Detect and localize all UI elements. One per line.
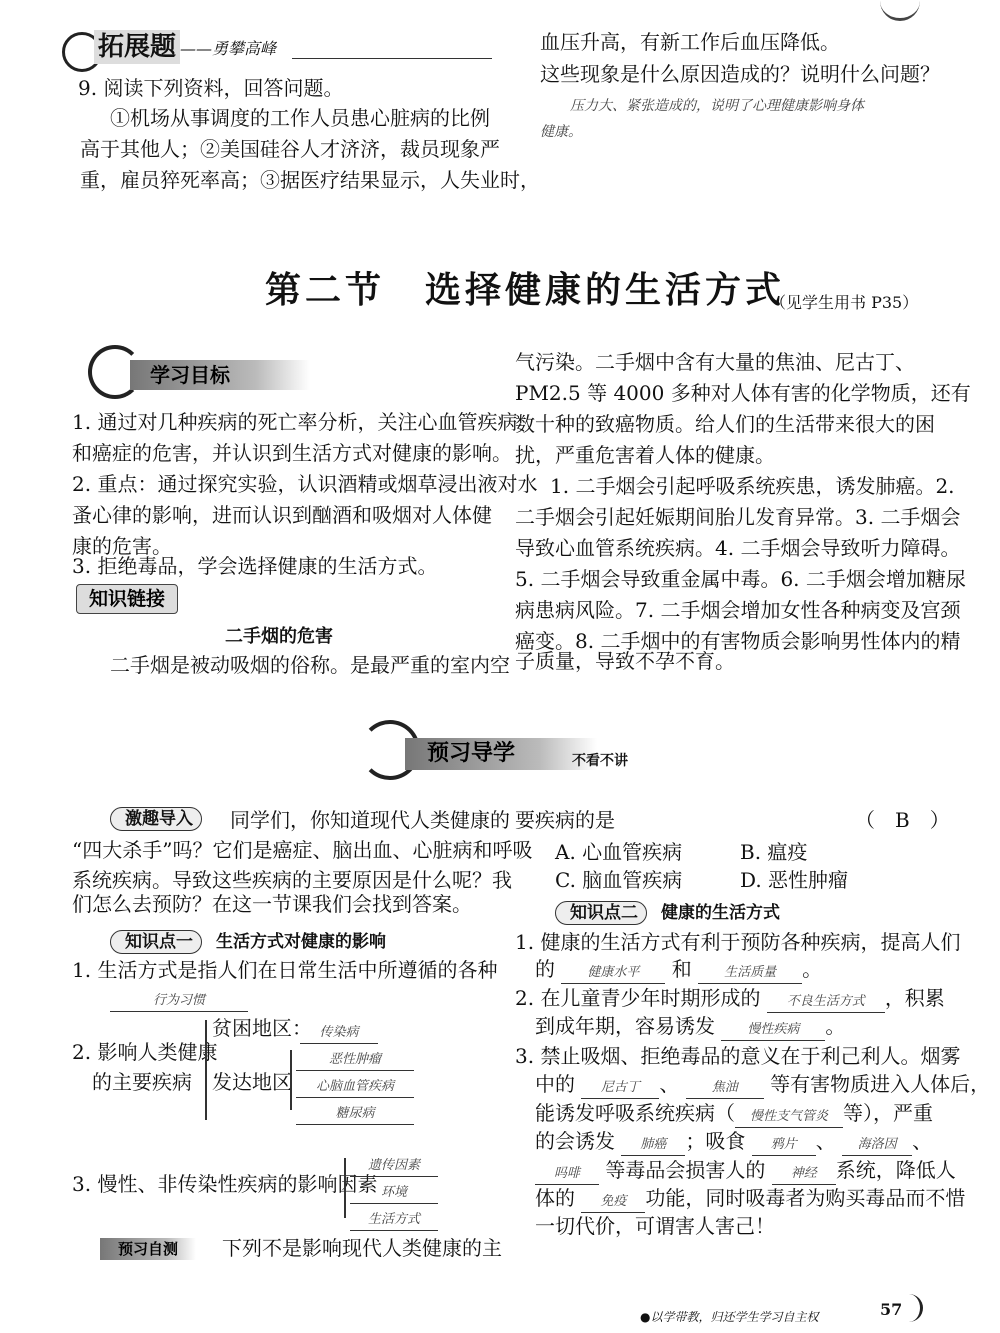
option-d: D. 恶性肿瘤 xyxy=(740,868,849,892)
preview-banner: 预习导学 xyxy=(405,738,597,770)
page-bracket-icon xyxy=(904,1294,923,1322)
kp2-l1b-end: 。 xyxy=(802,957,823,981)
goals-banner: 学习目标 xyxy=(130,360,310,390)
goal-line-1: 1. 通过对几种疾病的死亡率分析，关注心血管疾病 xyxy=(72,410,518,434)
kp1-q2-label-2: 的主要疾病 xyxy=(92,1070,192,1094)
intro-line-4: 们怎么去预防？在这一节课我们会找到答案。 xyxy=(72,892,472,916)
dev-area-brace xyxy=(290,1050,292,1110)
kp2-l2a-end: ，积累 xyxy=(884,986,945,1010)
kp2-l3b-sep: 、 xyxy=(659,1072,680,1096)
smoke-line-9: 病患病风险。7. 二手烟会增加女性各种病变及宫颈 xyxy=(515,598,961,622)
smoke-line-5: 1. 二手烟会引起呼吸系统疾患，诱发肺癌。2. xyxy=(550,474,955,498)
dev-area-answer-1: 恶性肿瘤 xyxy=(296,1050,414,1071)
kp2-l3e-end: 系统，降低人 xyxy=(835,1158,956,1182)
kp2-header xyxy=(555,898,780,923)
goal-line-5: 康的危害。 xyxy=(72,534,172,558)
intro-line-2: “四大杀手”吗？它们是癌症、脑出血、心脏病和呼吸 xyxy=(72,838,533,862)
kp2-l3d-answer-2: 鸦片 xyxy=(752,1135,816,1156)
smoke-line-11: 子质量，导致不孕不育。 xyxy=(515,649,735,673)
kp2-l3g: 一切代价，可谓害人害己！ xyxy=(535,1214,775,1238)
goal-line-4: 蚤心律的影响，进而认识到酗酒和吸烟对人体健 xyxy=(72,503,492,527)
kp2-l3e xyxy=(535,1156,956,1185)
knowledge-link-banner: 知识链接 xyxy=(76,584,178,614)
dev-area-label: 发达地区 xyxy=(212,1070,292,1094)
goal-line-2: 和癌症的危害，并认识到生活方式对健康的影响。 xyxy=(72,441,512,465)
dev-area-answer-2: 心脑血管疾病 xyxy=(296,1077,414,1098)
kp2-l3d-answer-3: 海洛因 xyxy=(842,1135,912,1156)
knowledge-link-left-line: 二手烟是被动吸烟的俗称。是最严重的室内空 xyxy=(110,653,510,677)
kp2-l2a-pre: 2. 在儿童青少年时期形成的 xyxy=(515,986,761,1010)
kp1-q3-brace xyxy=(344,1158,346,1218)
kp2-l3f-end: 功能，同时吸毒者为购买毒品而不惜 xyxy=(645,1186,966,1210)
kp2-title: 健康的生活方式 xyxy=(661,903,780,923)
kp2-l1b xyxy=(535,955,822,984)
q9-answer-line-1: 压力大、紧张造成的，说明了心理健康影响身体 xyxy=(570,98,864,114)
kp2-l1a: 1. 健康的生活方式有利于预防各种疾病，提高人们 xyxy=(515,930,961,954)
kp2-l2b-answer: 慢性疾病 xyxy=(721,1020,825,1041)
kp2-l2a xyxy=(515,984,945,1013)
kp1-q3-answer-2-blank xyxy=(350,1177,438,1204)
tuozhan-title: 拓展题 xyxy=(94,30,180,64)
smoke-line-6: 二手烟会引起妊娠期间胎儿发育异常。3. 二手烟会 xyxy=(515,505,961,529)
option-a: A. 心血管疾病 xyxy=(555,840,683,864)
kp1-title: 生活方式对健康的影响 xyxy=(216,932,386,952)
kp1-q1: 1. 生活方式是指人们在日常生活中所遵循的各种 xyxy=(72,958,498,982)
kp2-l3d-end: 、 xyxy=(912,1129,933,1153)
kp2-l3b-answer-2: 焦油 xyxy=(686,1078,764,1099)
kp2-l3f-pre: 体的 xyxy=(535,1186,575,1210)
kp2-l3f xyxy=(535,1184,965,1213)
dev-area-answer-3: 糖尿病 xyxy=(296,1104,414,1125)
self-test-tag: 预习自测 xyxy=(100,1238,196,1260)
intro-tag-label: 激趣导入 xyxy=(110,807,202,831)
kp2-l1b-answer-2: 生活质量 xyxy=(698,963,802,984)
q9-line-3: 高于其他人；②美国硅谷人才济济，裁员现象严 xyxy=(80,137,500,161)
kp2-l3d-sep: 、 xyxy=(815,1129,836,1153)
kp2-l3e-answer-1: 吗啡 xyxy=(535,1164,599,1185)
intro-line-3: 系统疾病。导致这些疾病的主要原因是什么呢？我 xyxy=(72,868,512,892)
knowledge-link-title: 二手烟的危害 xyxy=(225,626,333,647)
kp2-l1b-pre: 的 xyxy=(535,957,555,981)
poor-area-answer: 传染病 xyxy=(300,1023,378,1044)
corner-ornament-icon xyxy=(880,0,920,21)
self-test-question: 下列不是影响现代人类健康的主 xyxy=(222,1236,502,1260)
kp1-q3-answer-3: 生活方式 xyxy=(350,1210,438,1231)
kp1-q3-answer-2: 环境 xyxy=(350,1183,438,1204)
q9-line-2: ①机场从事调度的工作人员患心脏病的比例 xyxy=(110,106,490,130)
kp2-l3f-answer: 免疫 xyxy=(581,1192,645,1213)
kp1-q1-answer: 行为习惯 xyxy=(110,991,248,1012)
section-ref: （见学生用书 P35） xyxy=(770,293,919,312)
page-number: 57 xyxy=(880,1300,903,1319)
kp2-l3a: 3. 禁止吸烟、拒绝毒品的意义在于利己利人。烟雾 xyxy=(515,1044,961,1068)
self-test-question-cont: 要疾病的是 xyxy=(515,808,615,832)
kp2-tag: 知识点二 xyxy=(555,901,647,925)
kp1-q1-answer-blank xyxy=(110,985,250,1012)
self-test-answer: （ B ） xyxy=(855,808,950,832)
intro-line-1: 同学们，你知道现代人类健康的 xyxy=(230,808,510,832)
kp1-q3: 3. 慢性、非传染性疾病的影响因素 xyxy=(72,1172,378,1196)
smoke-line-8: 5. 二手烟会导致重金属中毒。6. 二手烟会增加糖尿 xyxy=(515,567,966,591)
kp2-l1b-answer-1: 健康水平 xyxy=(561,963,665,984)
kp2-l3b-end: 等有害物质进入人体后， xyxy=(770,1072,991,1096)
option-c: C. 脑血管疾病 xyxy=(555,868,683,892)
goal-line-6: 3. 拒绝毒品，学会选择健康的生活方式。 xyxy=(72,554,438,578)
q9-right-line-2: 这些现象是什么原因造成的？说明什么问题？ xyxy=(540,62,940,86)
poor-area-answer-blank xyxy=(300,1017,378,1044)
dev-area-answer-3-blank xyxy=(296,1098,414,1125)
tuozhan-subtitle: ——勇攀高峰 xyxy=(180,39,277,58)
smoke-line-4: 扰，严重危害着人体的健康。 xyxy=(515,443,775,467)
q9-answer-line-2: 健康。 xyxy=(540,124,582,140)
q9-line-1: 9. 阅读下列资料，回答问题。 xyxy=(78,76,344,100)
kp2-l3c-end: 等），严重 xyxy=(843,1101,933,1125)
kp2-l3b xyxy=(535,1070,990,1099)
kp2-l2b xyxy=(535,1012,845,1041)
dev-area-answer-2-blank xyxy=(296,1071,414,1098)
kp1-q2-brace xyxy=(205,1020,207,1120)
preview-sub: 不看不讲 xyxy=(572,753,628,769)
goal-line-3: 2. 重点：通过探究实验，认识酒精或烟草浸出液对水 xyxy=(72,472,538,496)
option-b: B. 瘟疫 xyxy=(740,840,808,864)
smoke-line-3: 数十种的致癌物质。给人们的生活带来很大的困 xyxy=(515,412,935,436)
tuozhan-header xyxy=(62,30,492,68)
kp1-q3-answer-1: 遗传因素 xyxy=(350,1156,438,1177)
dev-area-answer-1-blank xyxy=(296,1044,414,1071)
kp2-l3d-answer-1: 肺癌 xyxy=(621,1135,685,1156)
kp2-l3d-pre: 的会诱发 xyxy=(535,1129,615,1153)
kp2-l3e-mid: 等毒品会损害人的 xyxy=(605,1158,766,1182)
intro-tag xyxy=(110,804,216,829)
kp1-q3-answer-3-blank xyxy=(350,1204,438,1231)
smoke-line-2: PM2.5 等 4000 多种对人体有害的化学物质，还有 xyxy=(515,381,971,405)
smoke-line-10: 癌变。8. 二手烟中的有害物质会影响男性体内的精 xyxy=(515,629,961,653)
q9-line-4: 重，雇员猝死率高；③据医疗结果显示，人失业时， xyxy=(80,168,540,192)
kp2-l1b-mid: 和 xyxy=(671,957,692,981)
kp2-l2b-end: 。 xyxy=(825,1014,846,1038)
footer-slogan: ●以学带教，归还学生学习自主权 xyxy=(640,1310,819,1324)
kp2-l3b-answer-1: 尼古丁 xyxy=(581,1078,659,1099)
header-divider xyxy=(292,58,492,59)
kp2-l2b-pre: 到成年期，容易诱发 xyxy=(535,1014,715,1038)
kp1-tag: 知识点一 xyxy=(110,930,202,954)
kp2-l2a-answer: 不良生活方式 xyxy=(767,992,885,1013)
section-title: 第二节 选择健康的生活方式 xyxy=(265,269,786,311)
kp2-l3c xyxy=(535,1099,933,1128)
kp1-q2-label-1: 2. 影响人类健康 xyxy=(72,1040,218,1064)
kp2-l3c-answer: 慢性支气管炎 xyxy=(735,1107,843,1128)
kp2-l3d xyxy=(535,1127,932,1156)
kp2-l3b-pre: 中的 xyxy=(535,1072,575,1096)
smoke-line-7: 导致心血管系统疾病。4. 二手烟会导致听力障碍。 xyxy=(515,536,961,560)
kp2-l3c-pre: 能诱发呼吸系统疾病（ xyxy=(535,1101,735,1125)
q9-right-line-1: 血压升高，有新工作后血压降低。 xyxy=(540,30,840,54)
kp2-l3e-answer-2: 神经 xyxy=(772,1164,836,1185)
poor-area-label: 贫困地区： xyxy=(212,1016,312,1040)
smoke-line-1: 气污染。二手烟中含有大量的焦油、尼古丁、 xyxy=(515,350,915,374)
kp1-header xyxy=(110,927,386,952)
kp1-q3-answer-1-blank xyxy=(350,1150,438,1177)
kp2-l3d-mid: ；吸食 xyxy=(685,1129,746,1153)
